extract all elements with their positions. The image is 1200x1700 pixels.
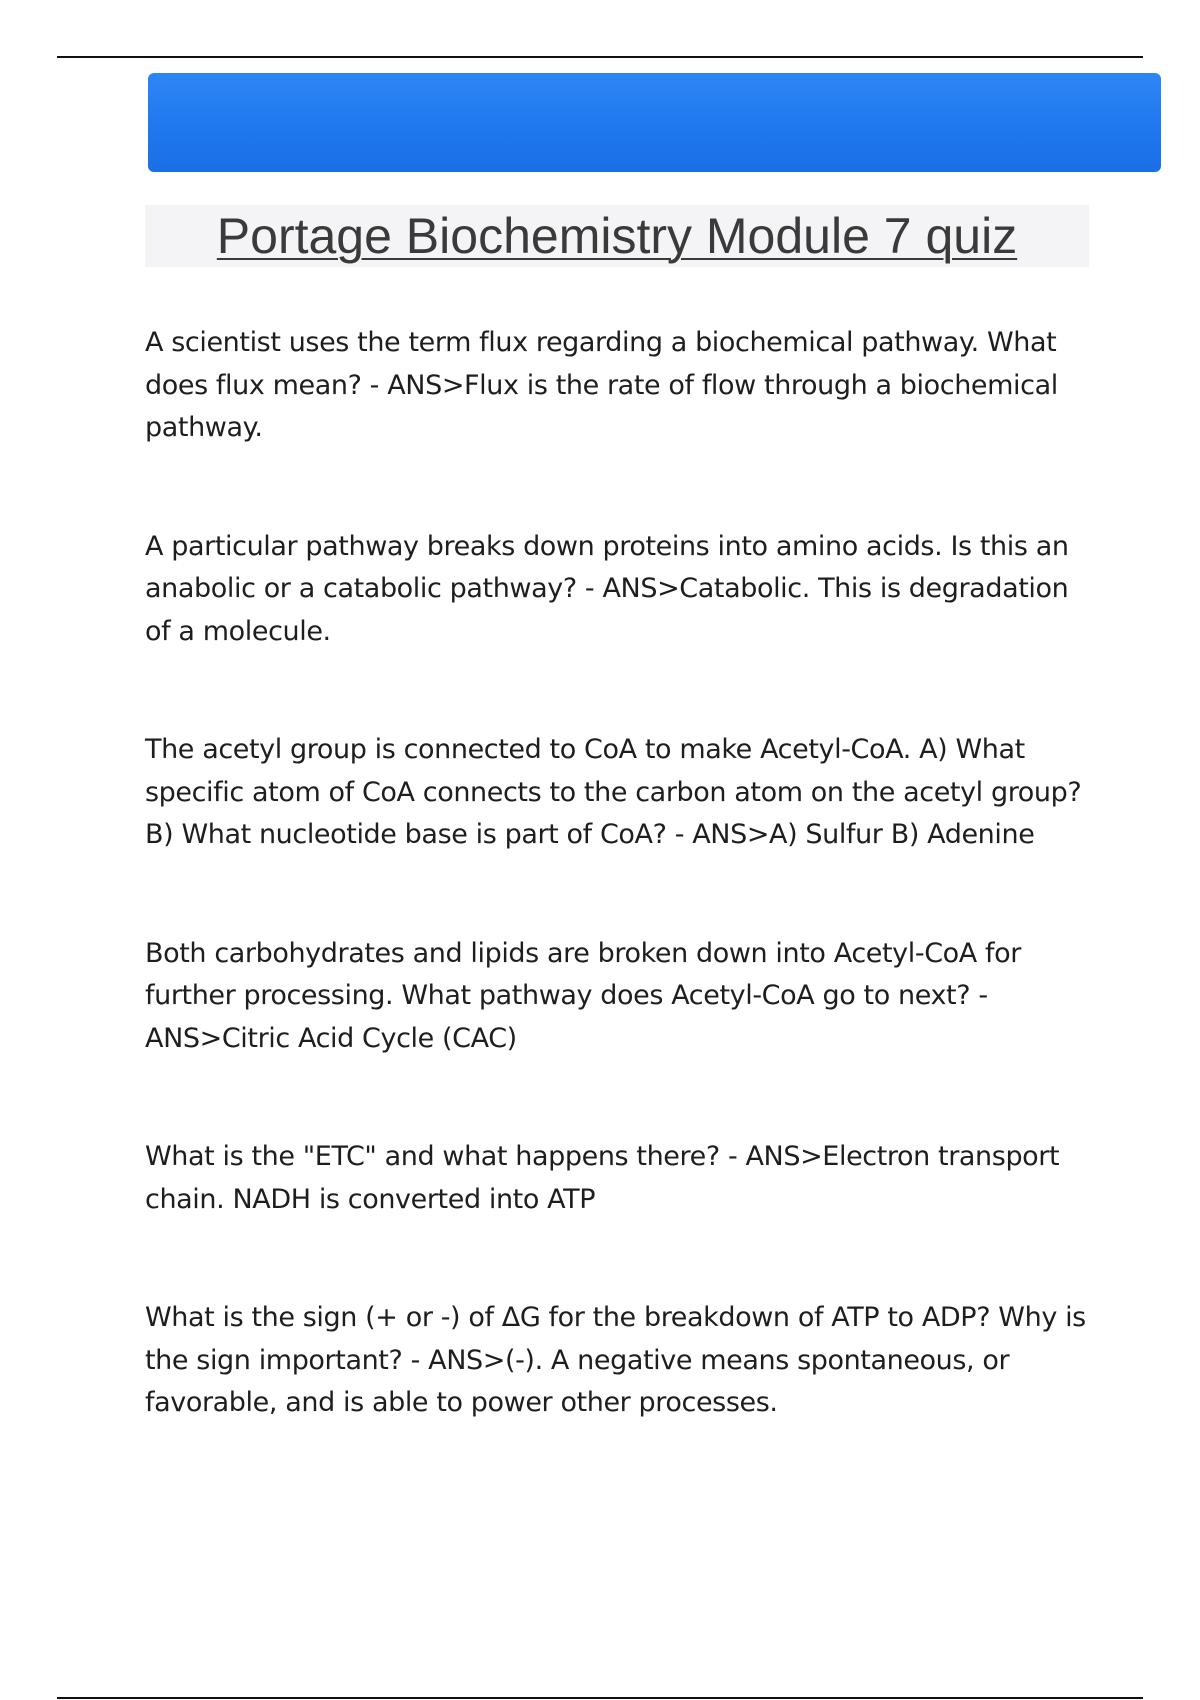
qa-item-3: The acetyl group is connected to CoA to make Acetyl-CoA. A) What specific atom of CoA connects to the carbon atom on the acetyl group? B) What nucleotide base is part of CoA? - ANS>A) Sulfur B) Adenine <box>145 734 1082 850</box>
title-band <box>145 205 1089 267</box>
qa-item-2: A particular pathway breaks down proteins into amino acids. Is this an anabolic or a catabolic pathway? - ANS>Catabolic. This is degradation of a molecule. <box>145 530 1069 647</box>
bottom-rule <box>57 1697 1143 1699</box>
qa-item-1: A scientist uses the term flux regarding a biochemical pathway. What does flux mean? - ANS>Flux is the rate of flow through a biochemical pathway. <box>145 327 1058 443</box>
top-rule <box>57 56 1143 58</box>
qa-list <box>145 322 1095 1425</box>
page-title: Portage Biochemistry Module 7 quiz <box>216 208 1018 264</box>
header-banner <box>148 73 1161 172</box>
qa-item-6: What is the sign (+ or -) of ΔG for the breakdown of ATP to ADP? Why is the sign important? - ANS>(-). A negative means spontaneous, or favorable, and is able to power other processes. <box>145 1302 1086 1418</box>
qa-item-4: Both carbohydrates and lipids are broken down into Acetyl-CoA for further processing. What pathway does Acetyl-CoA go to next? - ANS>Citric Acid Cycle (CAC) <box>145 937 1021 1054</box>
qa-item-5: What is the "ETC" and what happens there? - ANS>Electron transport chain. NADH is converted into ATP <box>145 1141 1060 1215</box>
